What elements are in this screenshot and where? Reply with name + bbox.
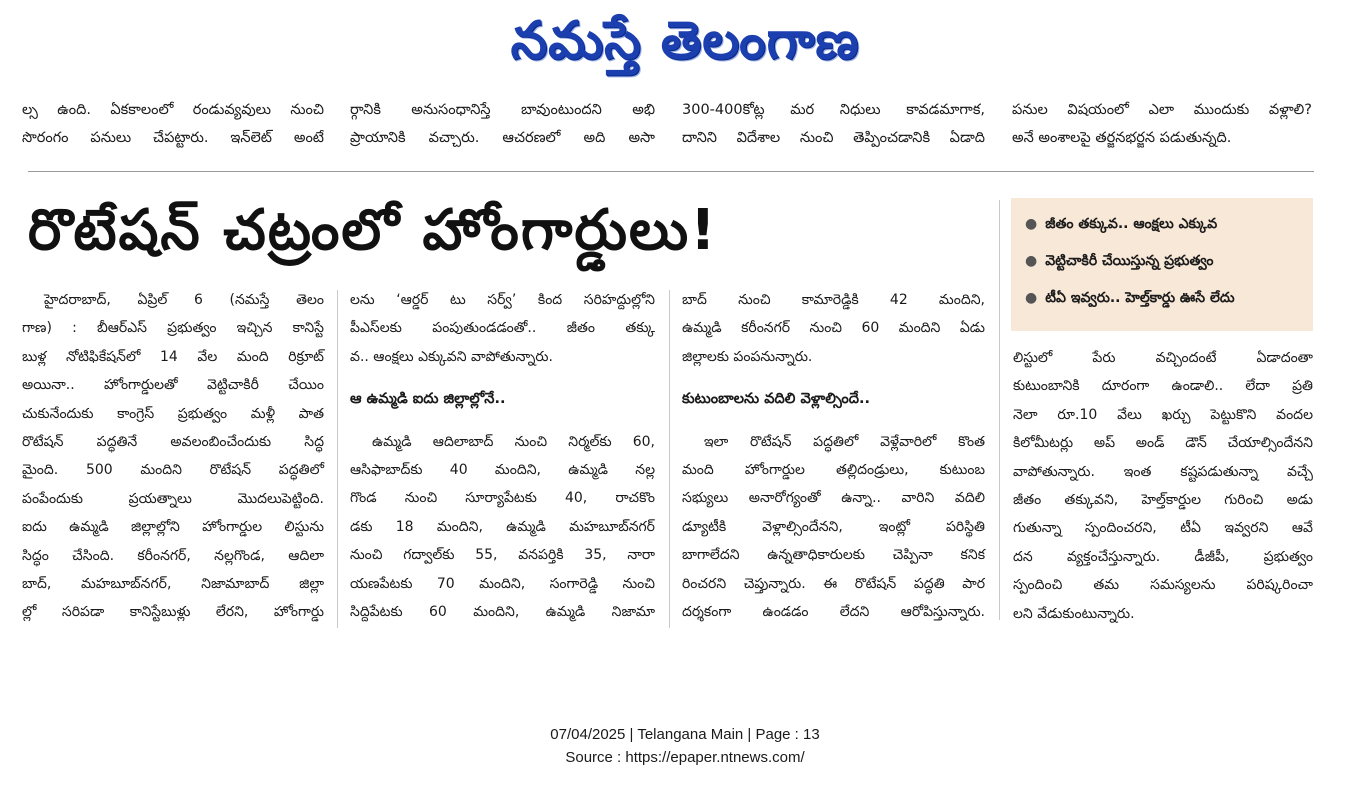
body-line: చుకునేందుకు కాంగ్రెస్ ప్రభుత్వం మళ్లీ పాత [22,405,324,422]
fragment-line: పనుల విషయంలో ఎలా ముందుకు వళ్లాలి? [1012,102,1312,118]
body-line: రించరని చెప్తున్నారు. ఈ రొటేషన్ పద్ధతి పార [682,575,985,592]
article-column-4 [1013,344,1313,628]
subheading: ఆ ఉమ్మడి ఐదు జిల్లాల్లోనే.. [350,391,506,408]
column-divider [337,290,338,628]
bullet-icon: ● [1025,253,1038,269]
body-line: ఉమ్మడి కరీంనగర్ నుంచి 60 మందిని ఏడు [682,320,985,337]
article-column-1 [22,286,324,627]
body-line: సిద్ధం చేసింది. కరీంనగర్, నల్లగొండ, ఆదిలా [22,547,324,564]
body-line: నుంచి గద్వాల్‌కు 55, వనపర్తికి 35, నారా [350,547,655,564]
bullet-icon: ● [1025,290,1038,306]
body-line: లని వేడుకుంటున్నారు. [1013,605,1135,622]
body-line: గుతున్నా స్పందించరని, టీఏ ఇవ్వరని ఆవే [1013,520,1313,537]
body-line: గొండ నుంచి సూర్యాపేటకు 40, రాచకొం [350,490,655,507]
fragment-line: ల్స ఉంది. ఏకకాలంలో రండువ్యవులు నుంచి [22,102,324,118]
body-line: బుళ్ల నోటిఫికేషన్‌లో 14 వేల మంది రిక్రూట్ [22,348,324,365]
body-line: లిస్టులో పేరు వచ్చిందంటే ఏడాదంతా [1013,350,1313,366]
highlight-text: జీతం తక్కువ.. ఆంక్షలు ఎక్కువ [1045,216,1218,232]
body-line: నెలా రూ.10 వేలు ఖర్చు పెట్టుకొని వందల [1013,406,1313,423]
body-line: అయినా.. హోంగార్డులతో వెట్టిచాకిరీ చేయిం [22,377,324,394]
body-line: కిలోమీటర్లు అప్ అండ్ డౌన్ చేయాల్సిందేనని [1013,435,1313,452]
body-line: జిల్లాలకు పంపనున్నారు. [682,348,813,365]
body-line: వాపోతున్నారు. ఇంత కష్టపడుతున్నా వచ్చే [1013,463,1313,480]
body-line: సభ్యులు అనారోగ్యంతో ఉన్నా.. వారిని వదిలి [682,490,985,507]
highlight-item [1025,206,1303,243]
highlights-box [1011,198,1313,331]
article-column-2 [350,286,655,626]
fragment-line: 300-400కోట్ల మర నిధులు కావడమాగాక, [682,102,985,118]
body-line: కుటుంబానికి దూరంగా ఉండాలి.. లేదా ప్రతి [1013,378,1313,395]
footer-source-link[interactable]: Source : https://epaper.ntnews.com/ [565,749,805,766]
body-line: మైంది. 500 మందిని రొటేషన్ పద్ధతిలో [22,462,324,479]
highlight-item [1025,243,1303,280]
body-line: దర్శకంగా ఉండడం లేదని ఆరోపిస్తున్నారు. [682,604,985,621]
body-line: యణపేటకు 70 మందిని, సంగారెడ్డి నుంచి [350,575,655,592]
body-line: పీఎస్‌లకు పంపుతుండడంతో.. జీతం తక్కు [350,320,655,337]
fragment-line: దానిని విదేశాల నుంచి తెప్పించడానికి ఏడాది [682,130,985,146]
highlight-text: టీఏ ఇవ్వరు.. హెల్త్‌కార్డు ఊసే లేదు [1045,290,1235,306]
body-line: హైదరాబాద్, ఏప్రిల్ 6 (నమస్తే తెలం [44,292,324,308]
body-line: ఆసిఫాబాద్‌కు 40 మందిని, ఉమ్మడి నల్ల [350,462,655,479]
subheading: కుటుంబాలను వదిలి వెళ్లాల్సిందే.. [682,391,870,408]
body-line: బాద్ నుంచి కామారెడ్డికి 42 మందిని, [682,292,985,308]
section-divider [28,171,1314,172]
column-divider [999,200,1000,620]
body-line: గాణ) : బీఆర్ఎస్ ప్రభుత్వం ఇచ్చిన కానిస్టే [22,320,324,337]
body-line: బాద్, మహబూబ్‌నగర్, నిజామాబాద్ జిల్లా [22,576,324,593]
article-headline: రొటేషన్ చట్రంలో హోంగార్డులు! [28,198,718,263]
body-line: లను ‘ఆర్డర్ టు సర్వ్’ కింద సరిహద్దుల్లోని [350,292,655,308]
fragment-line: సొరంగం పనులు చేపట్టారు. ఇన్‌లెట్ అంటే [22,130,324,146]
body-line: దన వ్యక్తంచేస్తున్నారు. డీజీపీ, ప్రభుత్వం [1013,548,1313,565]
body-line: స్పందించి తమ సమస్యలను పరిష్కరించా [1013,577,1313,594]
body-line: రొటేషన్ పద్ధతినే అవలంబించేందుకు సిద్ధ [22,434,324,451]
highlight-item [1025,280,1303,317]
body-line: వ.. ఆంక్షలు ఎక్కువని వాపోతున్నారు. [350,348,553,365]
article-column-3 [682,286,985,626]
highlight-text: వెట్టిచాకిరీ చేయిస్తున్న ప్రభుత్వం [1045,253,1214,269]
body-line: జీతం తక్కువని, హెల్త్‌కార్డుల గురించి అడు [1013,492,1313,509]
fragment-line: ప్రాయానికి వచ్చారు. ఆచరణలో అది అసా [350,130,655,146]
top-fragment-3 [682,96,985,154]
body-line: పంపేందుకు ప్రయత్నాలు మొదలుపెట్టింది. [22,490,324,507]
body-line: ఐదు ఉమ్మడి జిల్లాల్లోని హోంగార్డుల లిస్టును [22,519,324,536]
fragment-line: ర్గానికి అనుసంధానిస్తే బావుంటుందని అభి [350,102,655,118]
footer-date-edition: 07/04/2025 | Telangana Main | Page : 13 [550,726,820,743]
body-line: డకు 18 మందిని, ఉమ్మడి మహబూబ్‌నగర్ [350,518,655,535]
masthead-logo-text: నమస్తే తెలంగాణ [510,11,860,71]
top-fragment-4 [1012,96,1312,154]
body-line: ఇలా రొటేషన్ పద్ధతిలో వెళ్లేవారిలో కొంత [704,433,985,450]
body-line: డ్యూటీకి వెళ్లాల్సిందేనని, ఇంట్లో పరిస్థితి [682,518,985,535]
body-line: మంది హోంగార్డుల తల్లిదండ్రులు, కుటుంబ [682,462,985,479]
column-divider [669,290,670,628]
fragment-line: అనే అంశాలపై తర్జనభర్జన పడుతున్నది. [1012,130,1232,146]
body-line: ల్లో సరిపడా కానిస్టేబుళ్లు లేరని, హోంగార్డు [22,604,324,621]
top-fragment-1 [22,96,324,154]
body-line: ఉమ్మడి ఆదిలాబాద్ నుంచి నిర్మల్‌కు 60, [372,433,655,450]
body-line: బాగాలేదని ఉన్నతాధికారులకు చెప్పినా కనిక [682,547,985,564]
top-fragment-2 [350,96,655,154]
bullet-icon: ● [1025,216,1038,232]
body-line: సిద్దిపేటకు 60 మందిని, ఉమ్మడి నిజామా [350,604,655,621]
masthead [0,0,1370,90]
